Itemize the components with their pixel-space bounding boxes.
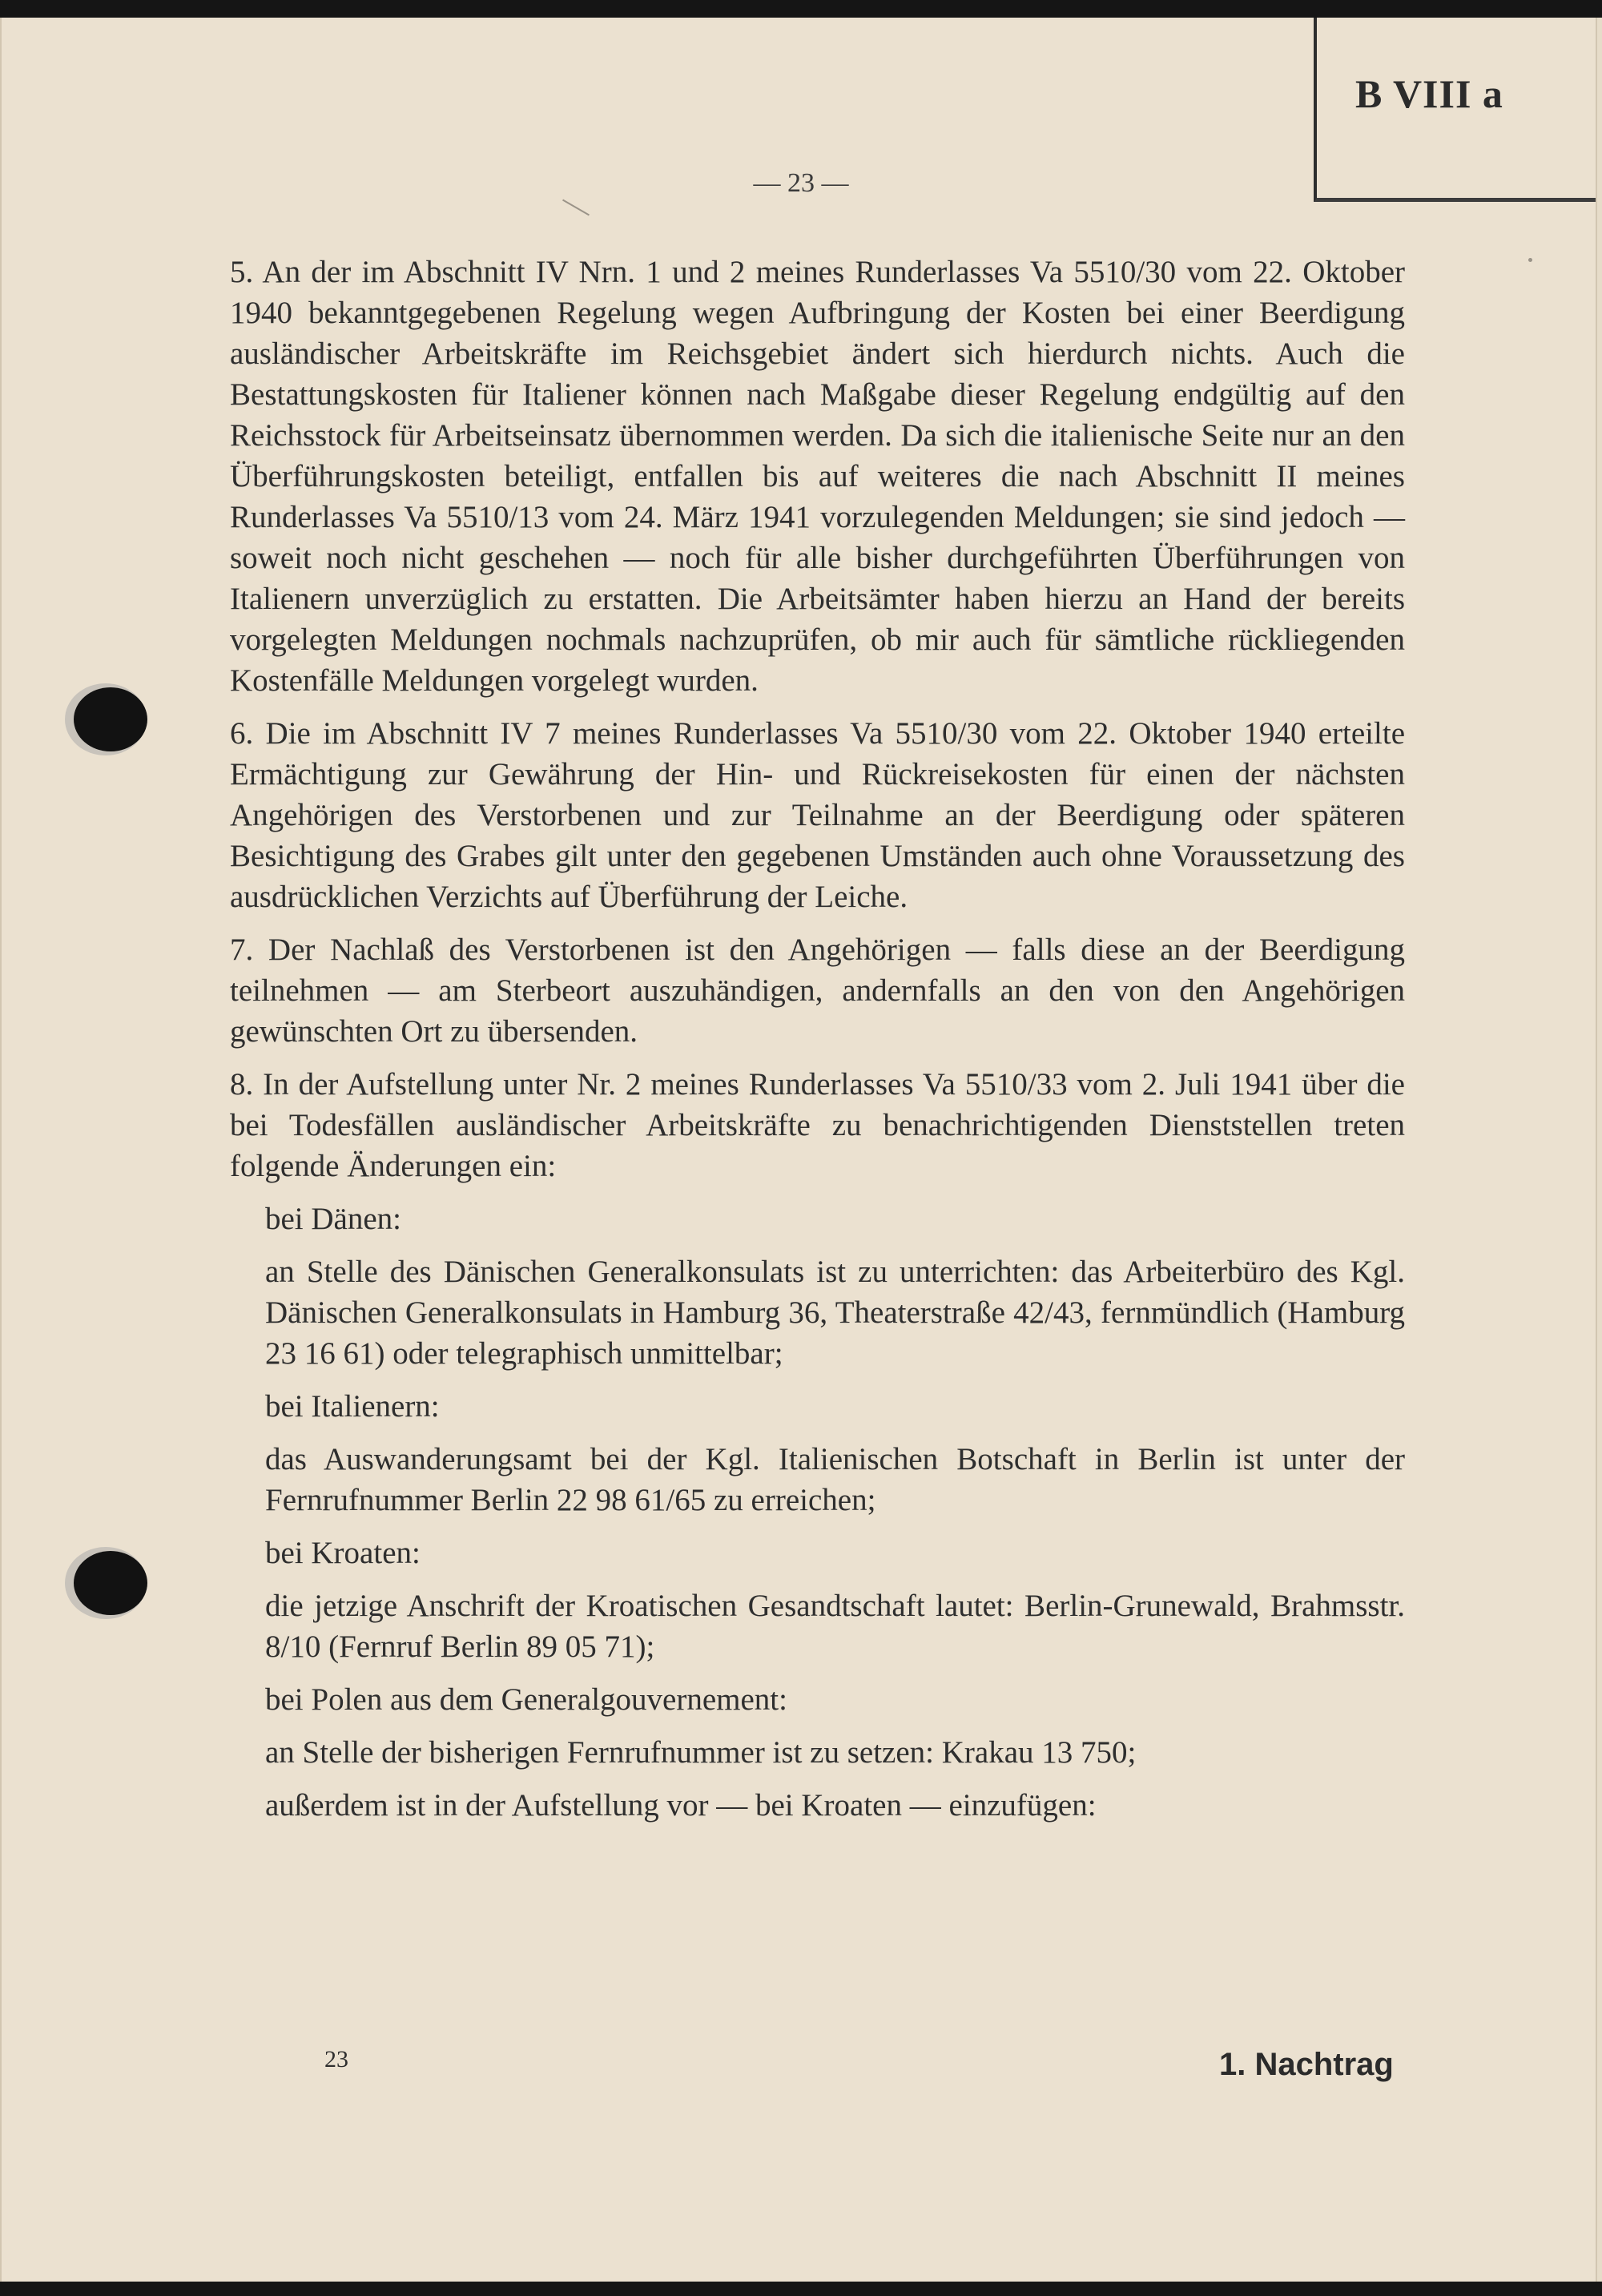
scan-border-top <box>0 0 1602 18</box>
footer-supplement: 1. Nachtrag <box>1219 2047 1394 2082</box>
punch-hole-top <box>74 687 147 751</box>
change-label-poles: bei Polen aus dem Generalgouvernement: <box>265 1682 787 1717</box>
punch-hole-bottom <box>74 1551 147 1615</box>
dot-mark <box>1528 258 1532 262</box>
change-text-croats: die jetzige Anschrift der Kroatischen Gesandtschaft lautet: Berlin-Grunewald, Brahmsstr. 8/10 (Fernruf Berlin 89 05 71); <box>265 1589 1405 1664</box>
paragraph-7: 7. Der Nachlaß des Verstorbenen ist den Angehörigen — falls diese an der Beerdigung teilnehmen — am Sterbeort auszuhändigen, andernfalls an den von den Angehörigen gewünschten Ort zu übersenden. <box>230 932 1405 1049</box>
change-label-croats: bei Kroaten: <box>265 1536 421 1570</box>
page-number: — 23 — <box>753 168 849 198</box>
change-text-danes: an Stelle des Dänischen Generalkonsulats ist zu unterrichten: das Arbeiterbüro des Kgl. Dänischen Generalkonsulats in Hamburg 36, Theaterstraße 42/43, fernmündlich (Hamburg 23 16 61) oder telegraphisch unmittelbar; <box>265 1255 1405 1371</box>
paragraph-8: 8. In der Aufstellung unter Nr. 2 meines Runderlasses Va 5510/33 vom 2. Juli 1941 über die bei Todesfällen ausländischer Arbeitskräfte zu benachrichtigenden Dienststellen treten folgende Änderungen ein: <box>230 1067 1405 1183</box>
paragraph-5: 5. An der im Abschnitt IV Nrn. 1 und 2 meines Runderlasses Va 5510/30 vom 22. Oktober 1940 bekanntgegebenen Regelung wegen Aufbringung der Kosten bei einer Beerdigung ausländischer Arbeitskräfte im Reichsgebiet ändert sich hierdurch nichts. Auch die Bestattungskosten für Italiener können nach Maßgabe dieser Regelung endgültig auf den Reichsstock für Arbeitseinsatz übernommen werden. Da sich die italienische Seite nur an den Überführungskosten beteiligt, entfallen bis auf weiteres die nach Abschnitt II meines Runderlasses Va 5510/13 vom 24. März 1941 vorzulegenden Meldungen; sie sind jedoch — soweit noch nicht geschehen — noch für alle bisher durchgeführten Überführungen von Italienern unverzüglich zu erstatten. Die Arbeitsämter haben hierzu an Hand der bereits vorgelegten Meldungen nochmals nachzuprüfen, ob mir auch für sämtliche rückliegenden Kostenfälle Meldungen vorgelegt wurden. <box>230 255 1405 698</box>
closing-line: außerdem ist in der Aufstellung vor — bei Kroaten — einzufügen: <box>265 1788 1097 1823</box>
register-tab-label: B VIII a <box>1355 71 1503 116</box>
body-text <box>230 252 1405 1838</box>
scan-border-bottom <box>0 2282 1602 2296</box>
paragraph-6: 6. Die im Abschnitt IV 7 meines Runderlasses Va 5510/30 vom 22. Oktober 1940 erteilte Ermächtigung zur Gewährung der Hin- und Rückreisekosten für einen der nächsten Angehörigen des Verstorbenen und zur Teilnahme an der Beerdigung oder späteren Besichtigung des Grabes gilt unter den gegebenen Umständen auch ohne Voraussetzung des ausdrücklichen Verzichts auf Überführung der Leiche. <box>230 716 1405 914</box>
change-text-poles: an Stelle der bisherigen Fernrufnummer ist zu setzen: Krakau 13 750; <box>265 1735 1137 1770</box>
footer-page-number: 23 <box>324 2046 348 2072</box>
change-label-italians: bei Italienern: <box>265 1389 440 1424</box>
change-label-danes: bei Dänen: <box>265 1202 402 1236</box>
change-text-italians: das Auswanderungsamt bei der Kgl. Italienischen Botschaft in Berlin ist unter der Fernrufnummer Berlin 22 98 61/65 zu erreichen; <box>265 1442 1405 1517</box>
